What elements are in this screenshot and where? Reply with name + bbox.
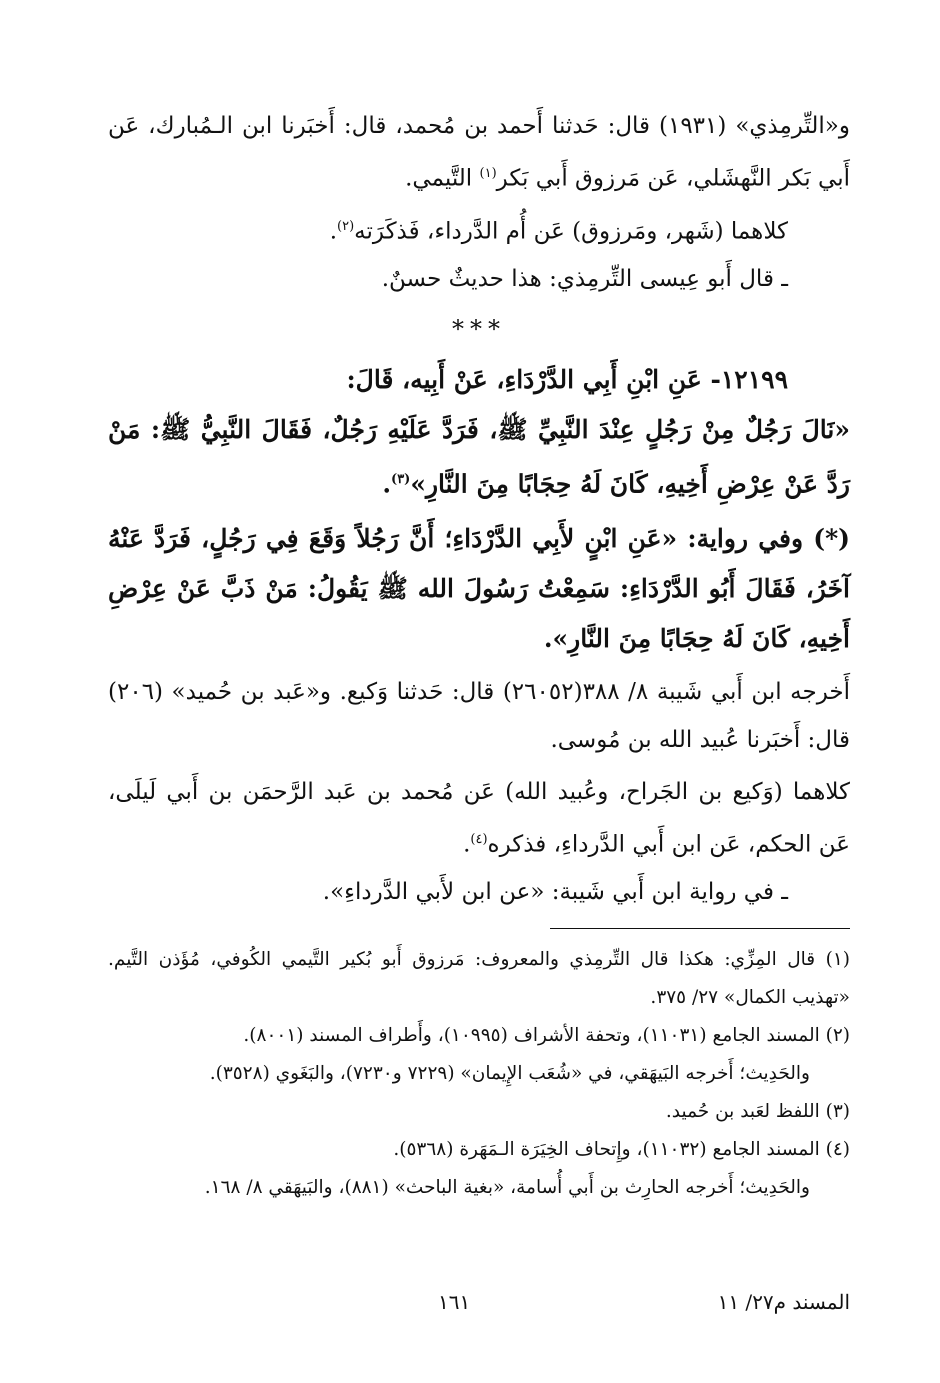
- hadith-text: «نَالَ رَجُلٌ مِنْ رَجُلٍ عِنْدَ النَّبِيِّ ﷺ، فَرَدَّ عَلَيْهِ رَجُلٌ، فَقَالَ النَّبِيُّ ﷺ: مَنْ رَدَّ عَنْ عِرْضِ أَخِيهِ، كَانَ لَهُ حِجَابًا مِنَ النَّارِ»$^{(٣)}$.: [108, 415, 850, 499]
- footnote-3: (٣) اللفظ لعَبد بن حُميد.: [665, 1101, 850, 1123]
- footnote-ref-2[interactable]: (٢): [337, 218, 355, 234]
- page-content: [108, 102, 850, 1352]
- paragraph-5: كلاهما (وَكيع بن الجَراح، وعُبيد الله) عَن مُحمد بن عَبد الرَّحمَن بن أَبي لَيلَى، عَن الحكم، عَن ابن أَبي الدَّرداءِ، فذكره$^{(٤)}$.: [108, 778, 850, 858]
- page-footer: [108, 1290, 850, 1330]
- footnote-ref-1[interactable]: (١): [479, 166, 497, 181]
- paragraph-4: أَخرجه ابن أَبي شَيبة ٨/ ٣٨٨(٢٦٠٥٢) قال: حَدثنا وَكيع. و«عَبد بن حُميد» (٢٠٦) قال: أَخبَرنا عُبيد الله بن مُوسى.: [108, 678, 851, 753]
- footnote-4: (٤) المسند الجامع (١١٠٣٢)، وإِتحاف الخِيَرَة الـمَهَرة (٥٣٦٨).: [393, 1139, 850, 1161]
- footnote-ref-4[interactable]: (٤): [470, 831, 488, 847]
- paragraph-3: ـ قال أَبو عِيسى التِّرمِذي: هذا حديثٌ حسنٌ.: [381, 266, 788, 293]
- paragraph-6: ـ في رواية ابن أَبي شَيبة: «عن ابن لأَبي الدَّرداءِ».: [322, 879, 788, 906]
- footnote-2-continued: والحَدِيث؛ أَخرجه البَيهَقي، في «شُعَب الإِيمان» (٧٢٢٩ و٧٢٣٠)، والبَغَوي (٣٥٢٨).: [209, 1063, 810, 1085]
- footnote-divider: [550, 928, 850, 929]
- signature-mark: المسند م٢٧/ ١١: [717, 1290, 850, 1314]
- riwaya-text: (*) وفي رواية: «عَنِ ابْنٍ لأَبِي الدَّرْدَاءِ؛ أَنَّ رَجُلاً وَقَعَ فِي رَجُلٍ، فَرَدَّ عَنْهُ آخَرُ، فَقَالَ أَبُو الدَّرْدَاءِ: سَمِعْتُ رَسُولَ الله ﷺ يَقُولُ: مَنْ ذَبَّ عَنْ عِرْضِ أَخِيهِ، كَانَ لَهُ حِجَابًا مِنَ النَّارِ».: [108, 523, 850, 653]
- footnote-4-continued: والحَدِيث؛ أَخرجه الحارِث بن أَبي أُسامة، «بغية الباحث» (٨٨١)، والبَيهَقي ٨/ ١٦٨.: [204, 1177, 810, 1199]
- footnote-2: (٢) المسند الجامع (١١٠٣١)، وتحفة الأشراف (١٠٩٩٥)، وأَطراف المسند (٨٠٠١).: [243, 1025, 850, 1047]
- hadith-heading: ١٢١٩٩- عَنِ ابْنِ أَبِي الدَّرْدَاءِ، عَنْ أَبِيه، قَالَ:: [346, 365, 788, 395]
- paragraph-1: و«التِّرمِذي» (١٩٣١) قال: حَدثنا أَحمد بن مُحمد، قال: أَخبَرنا ابن الـمُبارك، عَن أَبي بَكر النَّهشَلي، عَن مَرزوق أَبي بَكر$^{(١)}$ التَّيمي.: [108, 113, 850, 192]
- footnote-ref-3[interactable]: (٣): [391, 472, 411, 488]
- page-number: ١٦١: [438, 1290, 471, 1314]
- paragraph-2: كلاهما (شَهر، ومَرزوق) عَن أُم الدَّرداء، فَذكَرَته$^{(٢)}$.: [329, 218, 788, 245]
- section-separator: ***: [452, 315, 506, 344]
- footnote-1: (١) قال المِزِّي: هكذا قال التِّرمِذي والمعروف: مَرزوق أَبو بُكير التَّيمي الكُوفي، مُؤَذن التَّيم. «تهذيب الكمال» ٢٧/ ٣٧٥.: [108, 949, 850, 1009]
